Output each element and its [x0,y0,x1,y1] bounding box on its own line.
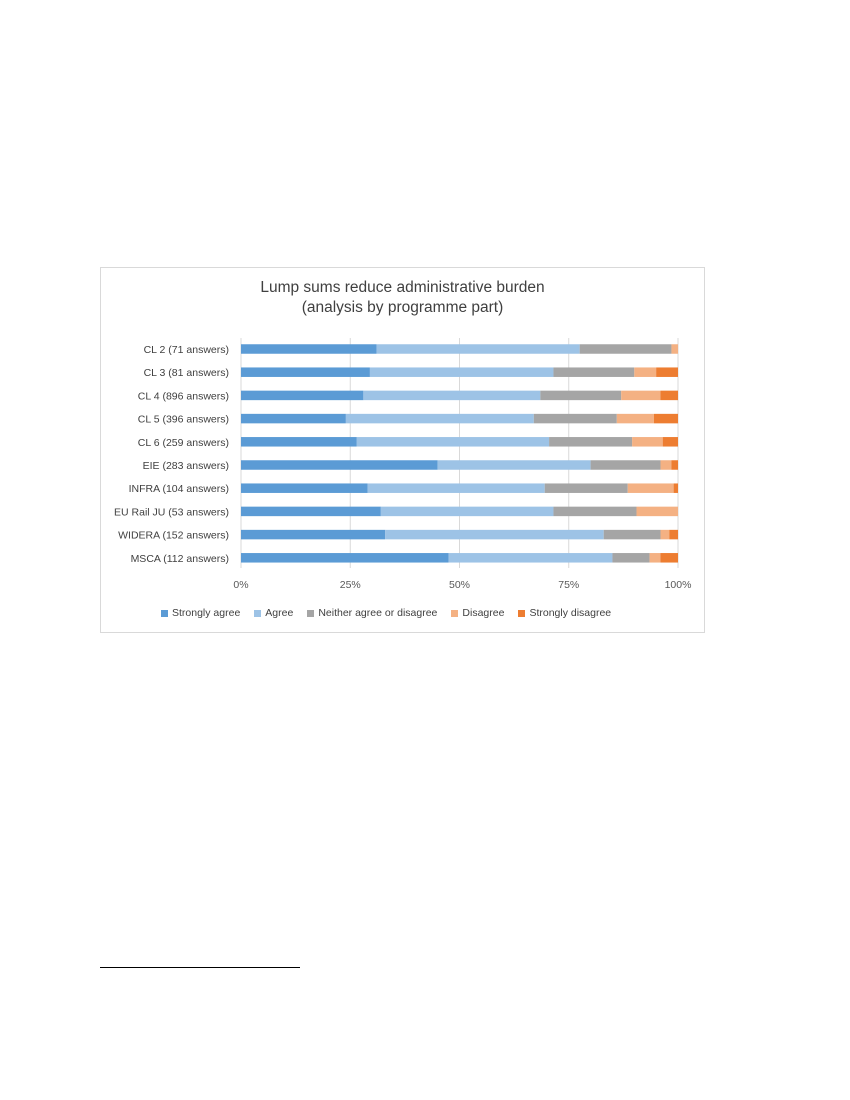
chart-title-line-1: Lump sums reduce administrative burden [260,279,545,296]
bar-segment [376,344,579,354]
bar-segment [553,507,636,517]
x-tick-label: 100% [664,579,692,591]
bar-segment [674,483,678,493]
bar-segment [241,344,376,354]
bar-segment [661,553,678,563]
bar-segment [241,414,346,424]
bar-segment [636,507,678,517]
bar-segment [671,460,678,470]
category-label: EU Rail JU (53 answers) [114,506,229,519]
bar-segment [549,437,632,447]
bar-segment [591,460,661,470]
bar-segment [241,367,370,377]
category-label: EIE (283 answers) [142,460,229,472]
chart-plot-area [101,268,706,598]
category-label: CL 6 (259 answers) [137,436,229,449]
bar-segment [661,391,678,401]
bar-segment [604,530,661,540]
bar-segment [438,460,591,470]
bar-segment [368,483,545,493]
legend-label: Agree [265,607,294,619]
category-label: WIDERA (152 answers) [118,529,229,542]
chart-frame [100,267,705,633]
legend-label: Strongly disagree [529,607,612,619]
x-tick-label: 25% [339,579,361,591]
legend-item [161,607,240,619]
footnote-separator [100,967,300,968]
bar-segment [241,460,438,470]
bar-segment [241,391,363,401]
bar-segment [370,367,554,377]
category-label: INFRA (104 answers) [128,483,229,496]
bar-segment [669,530,678,540]
bar-segment [241,553,449,563]
bar-segment [580,344,672,354]
legend-swatch [307,610,314,617]
bar-segment [363,391,540,401]
bar-segment [381,507,554,517]
bar-segment [661,530,670,540]
x-tick-label: 0% [233,579,249,591]
bar-segment [241,483,368,493]
category-label: CL 4 (896 answers) [137,390,229,403]
bar-segment [357,437,549,447]
bar-segment [540,391,621,401]
legend-swatch [451,610,458,617]
legend-item [254,607,293,619]
bar-segment [634,367,656,377]
bar-segment [617,414,654,424]
bar-segment [241,437,357,447]
legend-item [518,607,611,619]
bar-segment [650,553,661,563]
category-label: CL 5 (396 answers) [137,413,229,426]
bar-segment [671,344,678,354]
legend-label: Neither agree or disagree [318,607,438,619]
bar-segment [663,437,678,447]
legend-item [451,607,504,619]
bar-segment [385,530,603,540]
bar-segment [661,460,672,470]
category-label: CL 3 (81 answers) [143,367,229,380]
bar-segment [621,391,660,401]
legend-swatch [161,610,168,617]
chart-title-line-2: (analysis by programme part) [301,299,504,316]
bar-segment [612,553,649,563]
category-label: CL 2 (71 answers) [143,344,229,356]
legend-swatch [518,610,525,617]
bar-segment [534,414,617,424]
x-tick-label: 50% [448,579,471,591]
bar-segment [654,414,678,424]
x-tick-label: 75% [558,579,580,591]
chart-legend [161,607,611,619]
bar-segment [545,483,628,493]
legend-label: Strongly agree [172,607,241,619]
bar-segment [656,367,678,377]
bar-segment [241,507,381,517]
legend-label: Disagree [462,607,505,619]
bar-segment [553,367,634,377]
bar-segment [632,437,663,447]
bar-segment [449,553,613,563]
bar-segment [241,530,385,540]
legend-item [307,607,437,619]
category-label: MSCA (112 answers) [130,552,229,565]
bar-segment [346,414,534,424]
bar-segment [628,483,674,493]
legend-swatch [254,610,261,617]
